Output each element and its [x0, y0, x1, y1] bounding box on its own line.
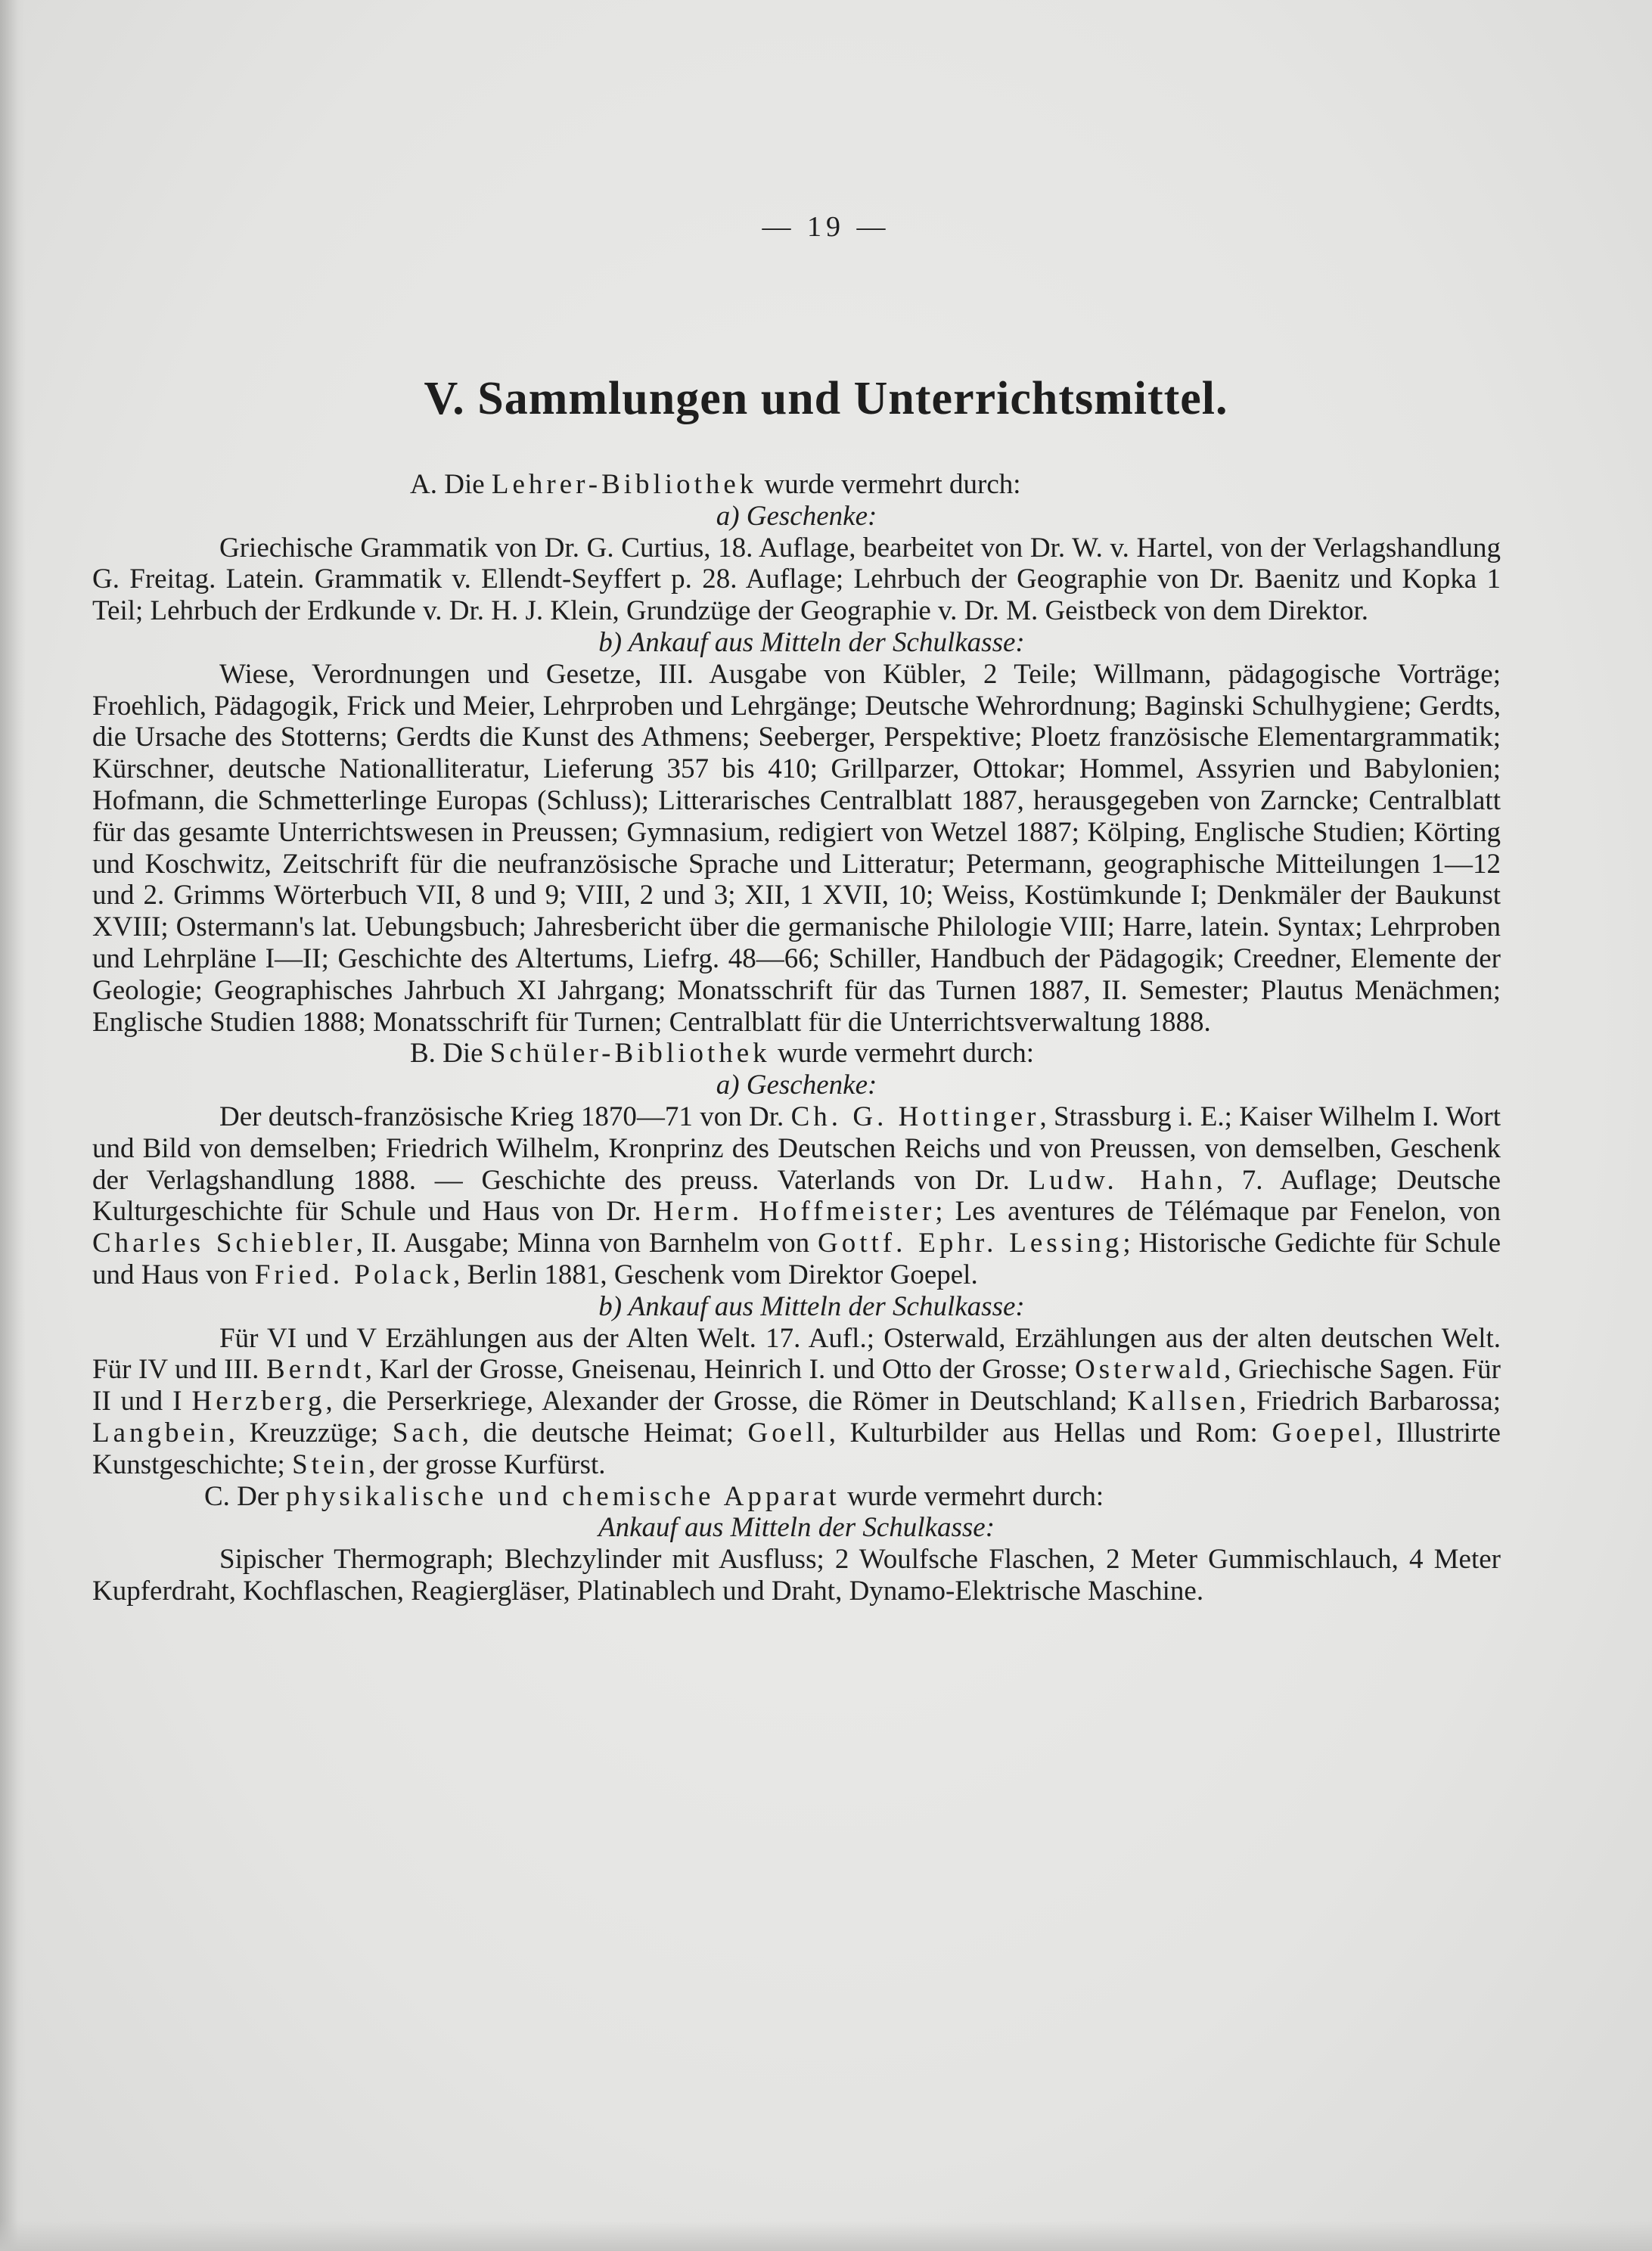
section-a-rest: wurde vermehrt durch: — [757, 469, 1021, 500]
section-a-gifts-paragraph: Griechische Grammatik von Dr. G. Curtius, 18. Auflage, bearbeitet von Dr. W. v. Hartel, von der Verlagshandlung G. Freitag. Latein. Grammatik v. Ellendt-Seyffert p. 28. Auflage; Lehrbuch der Geographie von Dr. Baenitz und Kopka 1 Teil; Lehrbuch der Erdkunde v. Dr. H. J. Klein, Grundzüge der Geographie v. Dr. M. Geistbeck von dem Direktor. — [92, 532, 1501, 627]
section-b-rest: wurde vermehrt durch: — [770, 1038, 1034, 1070]
text-run: , Kulturbilder aus Hellas und Rom: — [828, 1417, 1272, 1448]
page-number: — 19 — — [762, 211, 890, 243]
spaced-name: Goell — [747, 1417, 829, 1448]
page-edge-shadow-left — [0, 0, 26, 2251]
text-run: , Karl der Grosse, Gneisenau, Heinrich I. und Otto der Grosse; — [365, 1354, 1075, 1386]
text-run: , 7. Auflage; Deutsche Kulturgeschichte für Schule und Haus von Dr. — [92, 1164, 1501, 1228]
section-b-lead: B. Die — [410, 1038, 490, 1070]
spaced-name: Gottf. Ephr. Lessing — [818, 1228, 1123, 1259]
section-a-lead: A. Die — [410, 469, 492, 500]
section-a-purchases-paragraph: Wiese, Verordnungen und Gesetze, III. Ausgabe von Kübler, 2 Teile; Willmann, pädagogische Vorträge; Froehlich, Pädagogik, Frick und Meier, Lehrproben und Lehrgänge; Deutsche Wehrordnung; Baginski Schulhygiene; Gerdts, die Ursache des Stotterns; Gerdts die Kunst des Athmens; Seeberger, Perspektive; Ploetz französische Elementargrammatik; Kürschner, deutsche Nationalliteratur, Lieferung 357 bis 410; Grillparzer, Ottokar; Hommel, Assyrien und Babylonien; Hofmann, die Schmetterlinge Europas (Schluss); Litterarisches Centralblatt 1887, herausgegeben von Zarncke; Centralblatt für das gesamte Unterrichtswesen in Preussen; Gymnasium, redigiert von Wetzel 1887; Kölping, Englische Studien; Körting und Koschwitz, Zeitschrift für die neufranzösische Sprache und Litteratur; Petermann, geographische Mitteilungen 1—12 und 2. Grimms Wörterbuch VII, 8 und 9; VIII, 2 und 3; XII, 1 XVII, 10; Weiss, Kostümkunde I; Denkmäler der Baukunst XVIII; Ostermann's lat. Uebungsbuch; Jahresbericht über die germanische Philologie VIII; Harre, latein. Syntax; Lehrproben und Lehrpläne I—II; Geschichte des Altertums, Liefrg. 48—66; Schiller, Handbuch der Pädagogik; Creedner, Elemente der Geologie; Geographisches Jahrbuch XI Jahrgang; Monatsschrift für das Turnen 1887, II. Semester; Plautus Menächmen; Englische Studien 1888; Monatsschrift für Turnen; Centralblatt für die Unterrichtsverwaltung 1888. — [92, 658, 1501, 1038]
section-a-purchases-heading: b) Ankauf aus Mitteln der Schulkasse: — [598, 626, 1025, 658]
section-a-spaced: Lehrer-Bibliothek — [491, 469, 758, 500]
text-run: , Strassburg i. E.; Kaiser Wilhelm I. Wort und Bild von demselben; Friedrich Wilhelm, Kronprinz des Deutschen Reichs und von Preussen, von demselben, Geschenk der Verlagshandlung 1888. — Geschichte des preuss. Vaterlands von Dr. — [92, 1101, 1501, 1196]
spaced-name: Herm. Hoffmeister — [653, 1196, 936, 1228]
text-run: , Illustrirte Kunstgeschichte; — [92, 1417, 1501, 1480]
section-c-heading — [92, 1481, 1501, 1513]
section-b-purchases-paragraph — [92, 1323, 1501, 1481]
spaced-name: Goepel — [1272, 1417, 1376, 1448]
text-run: , Kreuzzüge; — [228, 1417, 393, 1448]
section-b-purchases-heading: b) Ankauf aus Mitteln der Schulkasse: — [598, 1290, 1025, 1322]
chapter-title: V. Sammlungen und Unterrichtsmittel. — [424, 373, 1228, 424]
spaced-name: Langbein — [92, 1417, 228, 1448]
section-c-lead: C. Der — [204, 1480, 286, 1512]
section-c-items-paragraph: Sipischer Thermograph; Blechzylinder mit Ausfluss; 2 Woulfsche Flaschen, 2 Meter Gummischlauch, 4 Meter Kupferdraht, Kochflaschen, Reagiergläser, Platinablech und Draht, Dynamo-Elektrische Maschine. — [92, 1544, 1501, 1607]
text-run: , der grosse Kurfürst. — [368, 1448, 606, 1480]
spaced-name: Ludw. Hahn — [1028, 1164, 1216, 1196]
spaced-name: Charles Schiebler — [92, 1228, 356, 1259]
text-run: Für VI und V Erzählungen aus der Alten Welt. 17. Aufl.; Osterwald, Erzählungen aus der alten deutschen Welt. Für IV und III. — [92, 1322, 1501, 1386]
page-edge-shadow-bottom — [0, 2221, 1652, 2251]
text-run: , die deutsche Heimat; — [461, 1417, 748, 1448]
spaced-name: Sach — [392, 1417, 462, 1448]
spaced-name: Berndt — [266, 1354, 365, 1386]
spaced-name: Fried. Polack — [254, 1259, 454, 1290]
spaced-name: Kallsen — [1127, 1386, 1240, 1417]
spaced-name: Ch. G. Hottinger — [790, 1101, 1040, 1132]
section-c-spaced: physikalische und chemische Apparat — [285, 1480, 840, 1512]
section-b-heading — [92, 1038, 1501, 1070]
spaced-name: Stein — [292, 1448, 369, 1480]
section-a-gifts-heading: a) Geschenke: — [716, 500, 877, 532]
text-run: ; Historische Gedichte für Schule und Haus von — [92, 1228, 1501, 1290]
section-b-gifts-paragraph — [92, 1101, 1501, 1291]
text-run: , Griechische Sagen. Für II und I — [92, 1354, 1501, 1417]
section-b-gifts-heading: a) Geschenke: — [716, 1070, 877, 1101]
text-run: Der deutsch-französische Krieg 1870—71 von Dr. — [219, 1101, 791, 1132]
text-run: , Friedrich Barbarossa; — [1239, 1386, 1501, 1417]
text-run: , die Perserkriege, Alexander der Grosse, die Römer in Deutschland; — [325, 1386, 1128, 1417]
text-run: , II. Ausgabe; Minna von Barnhelm von — [356, 1228, 818, 1259]
text-run: , Berlin 1881, Geschenk vom Direktor Goepel. — [453, 1259, 978, 1290]
spaced-name: Herzberg — [191, 1386, 326, 1417]
text-run: ; Les aventures de Télémaque par Fenelon, von — [935, 1196, 1501, 1228]
section-c-purchases-heading: Ankauf aus Mitteln der Schulkasse: — [598, 1512, 995, 1544]
section-c-rest: wurde vermehrt durch: — [840, 1480, 1104, 1512]
spaced-name: Osterwald — [1074, 1354, 1225, 1386]
body-text — [92, 469, 1501, 1607]
section-a-heading — [92, 469, 1501, 501]
section-b-spaced: Schüler-Bibliothek — [489, 1038, 771, 1070]
